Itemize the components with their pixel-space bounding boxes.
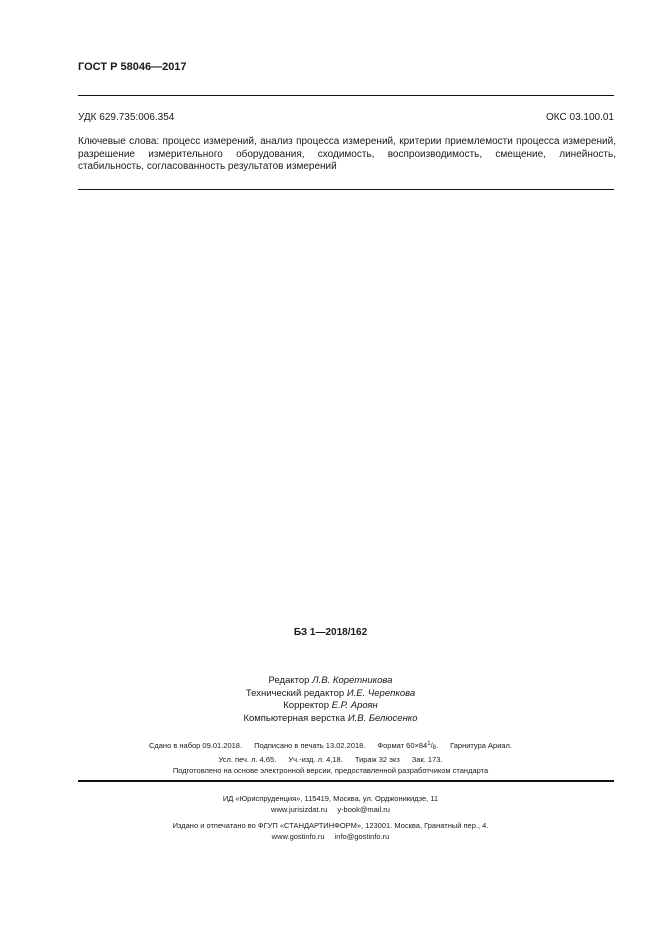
keywords-paragraph: Ключевые слова: процесс измерений, анализ процесса измерений, критерии приемлемости процесса измерений, разрешение измерительного оборудования, сходимость, воспроизводимость, смещение, линейность, стабильность, согласованность результатов измерений: [78, 136, 616, 172]
printer-contacts: [0, 831, 661, 842]
divider-keywords: [78, 189, 614, 190]
standard-code: ГОСТ Р 58046—2017: [78, 61, 187, 73]
publisher-block: [0, 793, 661, 815]
printer-email[interactable]: info@gostinfo.ru: [334, 832, 390, 841]
credit-layout: Компьютерная верстка И.В. Белюсенко: [243, 712, 418, 724]
credit-editor: Редактор Л.В. Коретникова: [268, 675, 393, 686]
publisher-contacts: [0, 804, 661, 815]
printer-block: [0, 820, 661, 842]
credit-proofreader: Корректор Е.Р. Ароян: [283, 700, 378, 711]
oks-code: ОКС 03.100.01: [546, 112, 614, 123]
printer-address: Издано и отпечатано во ФГУП «СТАНДАРТИНФОРМ», 123001. Москва, Гранатный пер., 4.: [172, 821, 489, 830]
print-info-block: [0, 739, 661, 776]
publisher-email[interactable]: y-book@mail.ru: [337, 805, 390, 814]
divider-top: [78, 95, 614, 96]
bz-number: БЗ 1—2018/162: [293, 627, 368, 638]
print-info-line2: Усл. печ. л. 4,65. Уч.-изд. л. 4,18. Тираж 32 экз Зак. 173.: [218, 755, 443, 764]
publisher-address: ИД «Юриспруденция», 115419, Москва, ул. Орджоникидзе, 11: [222, 794, 439, 803]
credits-block: [0, 675, 661, 725]
udk-code: УДК 629.735:006.354: [78, 112, 175, 123]
print-info-prepared: Подготовлено на основе электронной версии, предоставленной разработчиком стандарта: [172, 766, 489, 775]
publisher-website[interactable]: www.jurisizdat.ru: [271, 805, 328, 814]
print-info-line1: Сдано в набор 09.01.2018. Подписано в печать 13.02.2018. Формат $60\times 84^1/_8$. Гарнитура Ариал.: [148, 741, 513, 751]
divider-imprint: [78, 780, 614, 782]
printer-website[interactable]: www.gostinfo.ru: [271, 832, 325, 841]
credit-tech-editor: Технический редактор И.Е. Черепкова: [245, 687, 416, 699]
